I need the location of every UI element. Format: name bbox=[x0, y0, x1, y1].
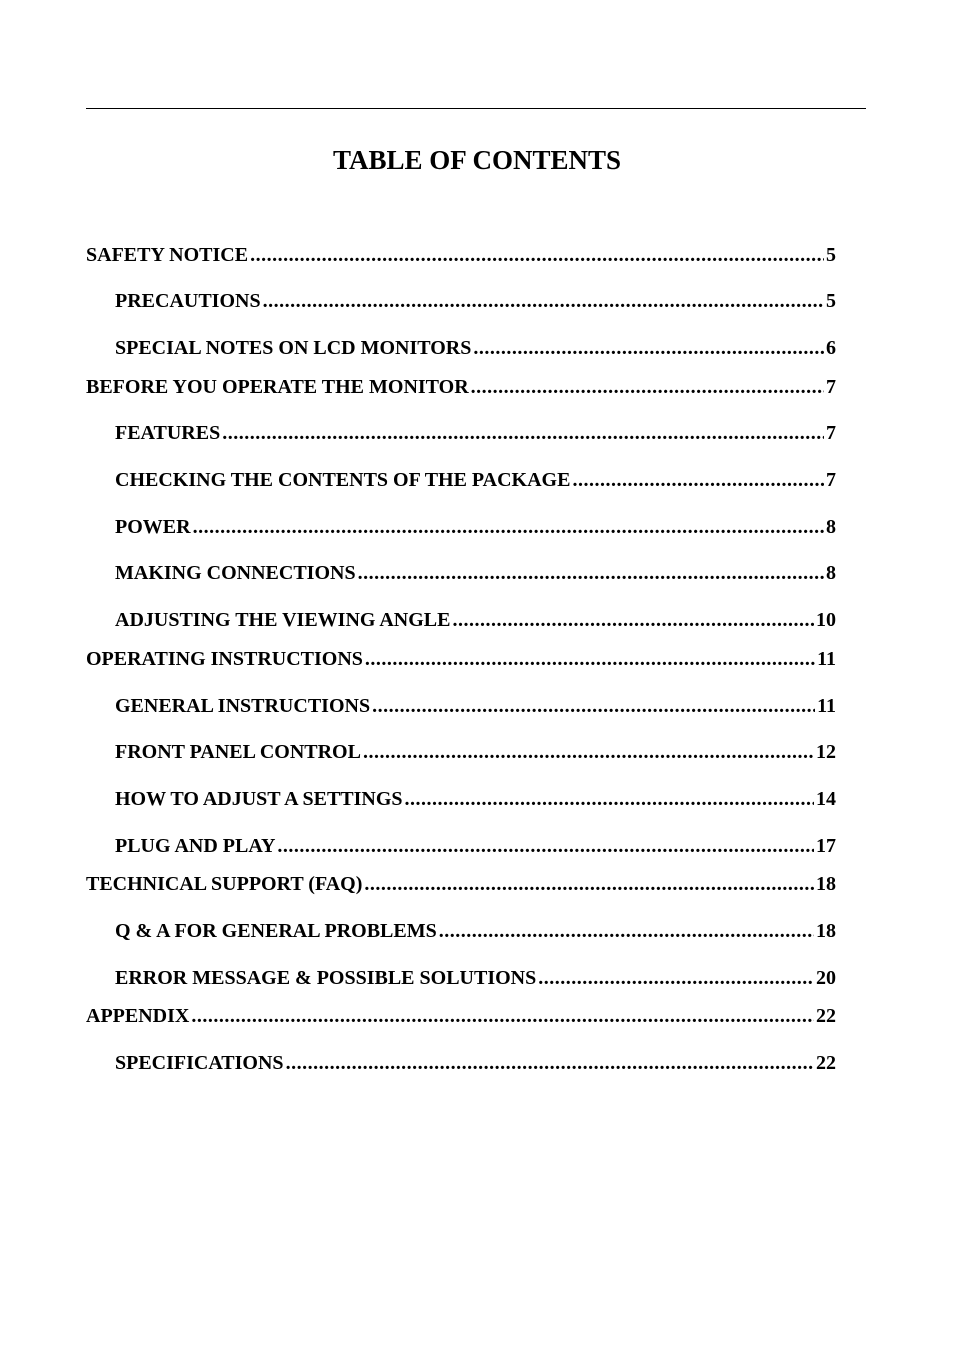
toc-entry-page: 10 bbox=[816, 609, 836, 631]
toc-entry-page: 8 bbox=[826, 562, 836, 584]
page-title: TABLE OF CONTENTS bbox=[332, 145, 622, 175]
toc-entry-technical-support[interactable] bbox=[86, 871, 836, 897]
dot-leader bbox=[372, 693, 815, 719]
dot-leader bbox=[193, 514, 824, 540]
dot-leader bbox=[364, 871, 814, 897]
toc-entry-page: 11 bbox=[817, 695, 836, 717]
toc-entry-label: SPECIFICATIONS bbox=[115, 1052, 284, 1074]
toc-entry-label: PLUG AND PLAY bbox=[115, 835, 276, 857]
toc-entry-label: OPERATING INSTRUCTIONS bbox=[86, 648, 363, 670]
toc-entry-page: 11 bbox=[817, 648, 836, 670]
toc-entry-page: 22 bbox=[816, 1052, 836, 1074]
toc-entry-front-panel-control[interactable] bbox=[115, 739, 836, 765]
toc-entry-appendix[interactable] bbox=[86, 1003, 836, 1029]
toc-entry-label: PRECAUTIONS bbox=[115, 290, 261, 312]
toc-entry-page: 17 bbox=[816, 835, 836, 857]
dot-leader bbox=[277, 833, 814, 859]
dot-leader bbox=[538, 965, 814, 991]
dot-leader bbox=[286, 1050, 814, 1076]
toc-entry-page: 6 bbox=[826, 337, 836, 359]
toc-entry-viewing-angle[interactable] bbox=[115, 607, 836, 633]
toc-entry-page: 18 bbox=[816, 873, 836, 895]
dot-leader bbox=[452, 607, 814, 633]
toc-entry-label: TECHNICAL SUPPORT (FAQ) bbox=[86, 873, 363, 895]
toc-entry-page: 8 bbox=[826, 516, 836, 538]
toc-entry-label: CHECKING THE CONTENTS OF THE PACKAGE bbox=[115, 469, 571, 491]
toc-entry-features[interactable] bbox=[115, 420, 836, 446]
toc-entry-qa-general-problems[interactable] bbox=[115, 918, 836, 944]
toc-entry-page: 5 bbox=[826, 290, 836, 312]
toc-entry-label: APPENDIX bbox=[86, 1005, 190, 1027]
toc-entry-label: BEFORE YOU OPERATE THE MONITOR bbox=[86, 376, 469, 398]
toc-entry-label: POWER bbox=[115, 516, 191, 538]
dot-leader bbox=[191, 1003, 814, 1029]
toc-entry-power[interactable] bbox=[115, 514, 836, 540]
toc-entry-label: ERROR MESSAGE & POSSIBLE SOLUTIONS bbox=[115, 967, 537, 989]
toc-entry-plug-and-play[interactable] bbox=[115, 833, 836, 859]
toc-entry-adjust-settings[interactable] bbox=[115, 786, 836, 812]
toc-entry-page: 22 bbox=[816, 1005, 836, 1027]
toc-entry-label: ADJUSTING THE VIEWING ANGLE bbox=[115, 609, 451, 631]
dot-leader bbox=[471, 374, 824, 400]
toc-entry-page: 7 bbox=[826, 469, 836, 491]
toc-entry-making-connections[interactable] bbox=[115, 560, 836, 586]
toc-entry-page: 20 bbox=[816, 967, 836, 989]
toc-entry-label: SPECIAL NOTES ON LCD MONITORS bbox=[115, 337, 472, 359]
toc-entry-operating-instructions[interactable] bbox=[86, 646, 836, 672]
dot-leader bbox=[250, 242, 824, 268]
dot-leader bbox=[365, 646, 815, 672]
dot-leader bbox=[263, 288, 824, 314]
toc-entry-specifications[interactable] bbox=[115, 1050, 836, 1076]
toc-entry-label: FEATURES bbox=[115, 422, 221, 444]
dot-leader bbox=[439, 918, 814, 944]
toc-entry-before-you-operate[interactable] bbox=[86, 374, 836, 400]
dot-leader bbox=[405, 786, 814, 812]
toc-entry-label: GENERAL INSTRUCTIONS bbox=[115, 695, 371, 717]
toc-entry-error-messages[interactable] bbox=[115, 965, 836, 991]
toc-entry-page: 5 bbox=[826, 244, 836, 266]
toc-entry-safety-notice[interactable] bbox=[86, 242, 836, 268]
toc-entry-special-notes[interactable] bbox=[115, 335, 836, 361]
dot-leader bbox=[572, 467, 824, 493]
toc-entry-precautions[interactable] bbox=[115, 288, 836, 314]
toc-entry-page: 7 bbox=[826, 422, 836, 444]
toc-entry-page: 7 bbox=[826, 376, 836, 398]
toc-entry-label: SAFETY NOTICE bbox=[86, 244, 249, 266]
toc-entry-label: MAKING CONNECTIONS bbox=[115, 562, 356, 584]
toc-entry-label: FRONT PANEL CONTROL bbox=[115, 741, 361, 763]
dot-leader bbox=[358, 560, 824, 586]
toc-entry-general-instructions[interactable] bbox=[115, 693, 836, 719]
dot-leader bbox=[363, 739, 814, 765]
dot-leader bbox=[222, 420, 824, 446]
toc-entry-page: 18 bbox=[816, 920, 836, 942]
toc-entry-checking-contents[interactable] bbox=[115, 467, 836, 493]
toc-entry-page: 14 bbox=[816, 788, 836, 810]
toc-entry-page: 12 bbox=[816, 741, 836, 763]
toc-entry-label: Q & A FOR GENERAL PROBLEMS bbox=[115, 920, 437, 942]
toc-entry-label: HOW TO ADJUST A SETTINGS bbox=[115, 788, 403, 810]
dot-leader bbox=[473, 335, 824, 361]
